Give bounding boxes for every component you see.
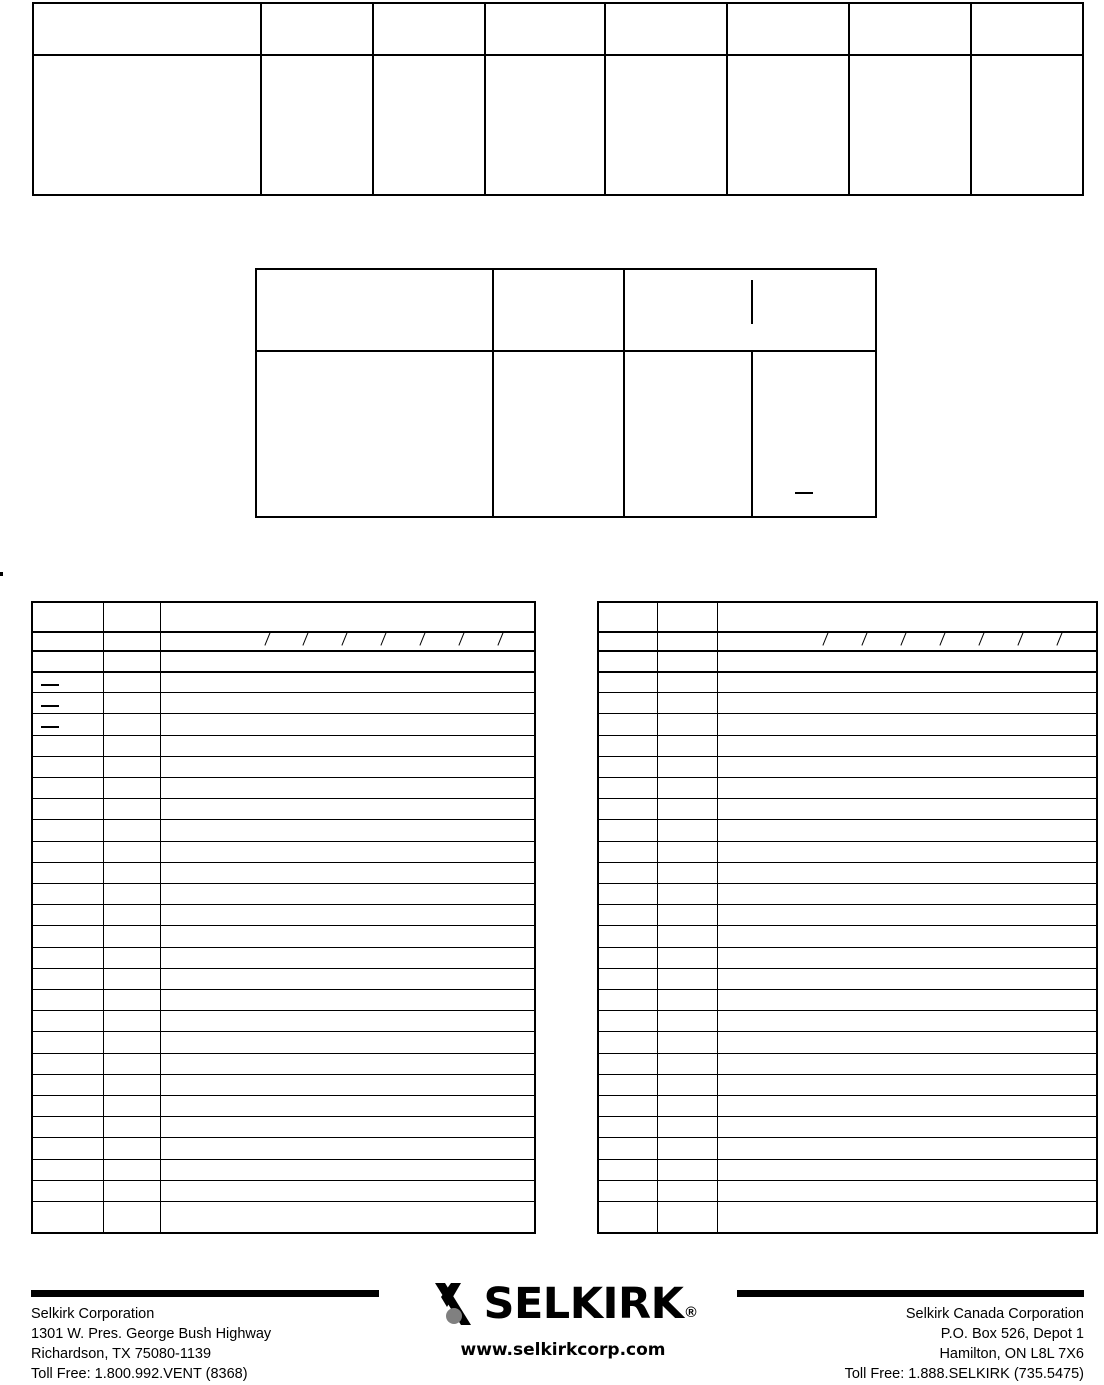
page-registration-mark [0, 572, 3, 576]
parts-left-header-slash-5 [419, 632, 425, 645]
selkirk-wordmark: SELKIRK [483, 1278, 684, 1329]
secondary-col-divider-1 [492, 270, 494, 516]
registered-trademark-symbol: ® [685, 1303, 697, 1321]
table-row [33, 925, 534, 926]
table-row [33, 904, 534, 905]
canada-address-line-3: Hamilton, ON L8L 7X6 [939, 1346, 1084, 1363]
spec-table-row-divider [34, 54, 1082, 56]
table-row [599, 862, 1096, 863]
table-row [33, 735, 534, 736]
secondary-col-divider-3 [751, 350, 753, 516]
parts-list-right [597, 601, 1098, 1234]
parts-left-header-slash-4 [380, 632, 386, 645]
table-row [33, 713, 534, 714]
us-address-block [31, 1304, 271, 1385]
footer-rule-left [31, 1290, 379, 1297]
table-row [33, 1053, 534, 1054]
table-row [599, 1180, 1096, 1181]
table-row [33, 692, 534, 693]
canada-address-block [845, 1304, 1084, 1385]
table-row [33, 1095, 534, 1096]
parts-left-header-slash-1 [264, 632, 270, 645]
canada-address-line-4: Toll Free: 1.888.SELKIRK (735.5475) [844, 1366, 1084, 1383]
parts-right-header-slash-6 [1017, 632, 1023, 645]
table-row [599, 947, 1096, 948]
parts-left-header-divider-3 [33, 671, 534, 673]
secondary-cell-dash [795, 492, 813, 494]
table-row [33, 1074, 534, 1075]
table-row [599, 1010, 1096, 1011]
table-row [599, 819, 1096, 820]
canada-address-line-2: P.O. Box 526, Depot 1 [940, 1326, 1084, 1343]
us-address-line-1: Selkirk Corporation [31, 1306, 155, 1322]
parts-right-header-slash-1 [822, 632, 828, 645]
spec-col-divider-1 [260, 4, 262, 194]
us-address-line-4: Toll Free: 1.800.992.VENT (8368) [31, 1366, 248, 1383]
table-row [599, 989, 1096, 990]
table-row [599, 713, 1096, 714]
table-row [33, 1116, 534, 1117]
parts-left-row-mark-2 [41, 705, 59, 707]
table-row [33, 947, 534, 948]
parts-right-header-slash-7 [1056, 632, 1062, 645]
table-row [33, 1137, 534, 1138]
table-row [33, 841, 534, 842]
table-row [599, 1095, 1096, 1096]
table-row [599, 756, 1096, 757]
table-row [599, 925, 1096, 926]
us-address-line-2: 1301 W. Pres. George Bush Highway [31, 1326, 272, 1343]
table-row [599, 883, 1096, 884]
us-address-line-3: Richardson, TX 75080-1139 [31, 1346, 212, 1363]
footer-rule-right [737, 1290, 1084, 1297]
spec-col-divider-6 [848, 4, 850, 194]
parts-right-header-slash-3 [900, 632, 906, 645]
parts-right-header-divider-2 [599, 650, 1096, 652]
parts-right-header-slash-2 [861, 632, 867, 645]
secondary-col-divider-2 [623, 270, 625, 516]
canada-address-line-1: Selkirk Canada Corporation [905, 1306, 1084, 1322]
table-row [599, 1053, 1096, 1054]
spec-col-divider-4 [604, 4, 606, 194]
table-row [33, 862, 534, 863]
table-row [599, 1074, 1096, 1075]
secondary-table [255, 268, 877, 518]
table-row [599, 1116, 1096, 1117]
selkirk-logo [398, 1278, 728, 1330]
parts-left-header-slash-7 [497, 632, 503, 645]
table-row [33, 819, 534, 820]
spec-col-divider-7 [970, 4, 972, 194]
parts-left-header-slash-2 [302, 632, 308, 645]
table-row [599, 777, 1096, 778]
table-row [599, 1137, 1096, 1138]
table-row [599, 904, 1096, 905]
table-row [599, 968, 1096, 969]
specification-table [32, 2, 1084, 196]
table-row [33, 1031, 534, 1032]
secondary-header-tick [751, 280, 753, 324]
table-row [33, 777, 534, 778]
parts-left-row-mark-1 [41, 684, 59, 686]
table-row [599, 841, 1096, 842]
parts-left-row-mark-3 [41, 726, 59, 728]
parts-right-header-divider-3 [599, 671, 1096, 673]
table-row [33, 1010, 534, 1011]
parts-right-header-slash-4 [939, 632, 945, 645]
spec-col-divider-3 [484, 4, 486, 194]
parts-left-header-slash-6 [458, 632, 464, 645]
spec-col-divider-2 [372, 4, 374, 194]
table-row [33, 883, 534, 884]
table-row [33, 798, 534, 799]
parts-left-header-slash-3 [341, 632, 347, 645]
table-row [33, 989, 534, 990]
table-row [33, 1159, 534, 1160]
table-row [33, 1180, 534, 1181]
table-row [599, 1159, 1096, 1160]
table-row [33, 756, 534, 757]
table-row [599, 798, 1096, 799]
table-row [599, 1031, 1096, 1032]
parts-left-header-divider-2 [33, 650, 534, 652]
selkirk-mark-icon [429, 1281, 479, 1327]
table-row [33, 968, 534, 969]
table-row [599, 1201, 1096, 1202]
parts-right-header-slash-5 [978, 632, 984, 645]
page-footer [0, 1278, 1104, 1383]
table-row [599, 735, 1096, 736]
table-row [599, 692, 1096, 693]
secondary-table-row-divider [257, 350, 875, 352]
parts-list-left [31, 601, 536, 1234]
website-url[interactable]: www.selkirkcorp.com [460, 1340, 666, 1360]
parts-left-header-divider-1 [33, 631, 534, 633]
spec-col-divider-5 [726, 4, 728, 194]
table-row [33, 1201, 534, 1202]
